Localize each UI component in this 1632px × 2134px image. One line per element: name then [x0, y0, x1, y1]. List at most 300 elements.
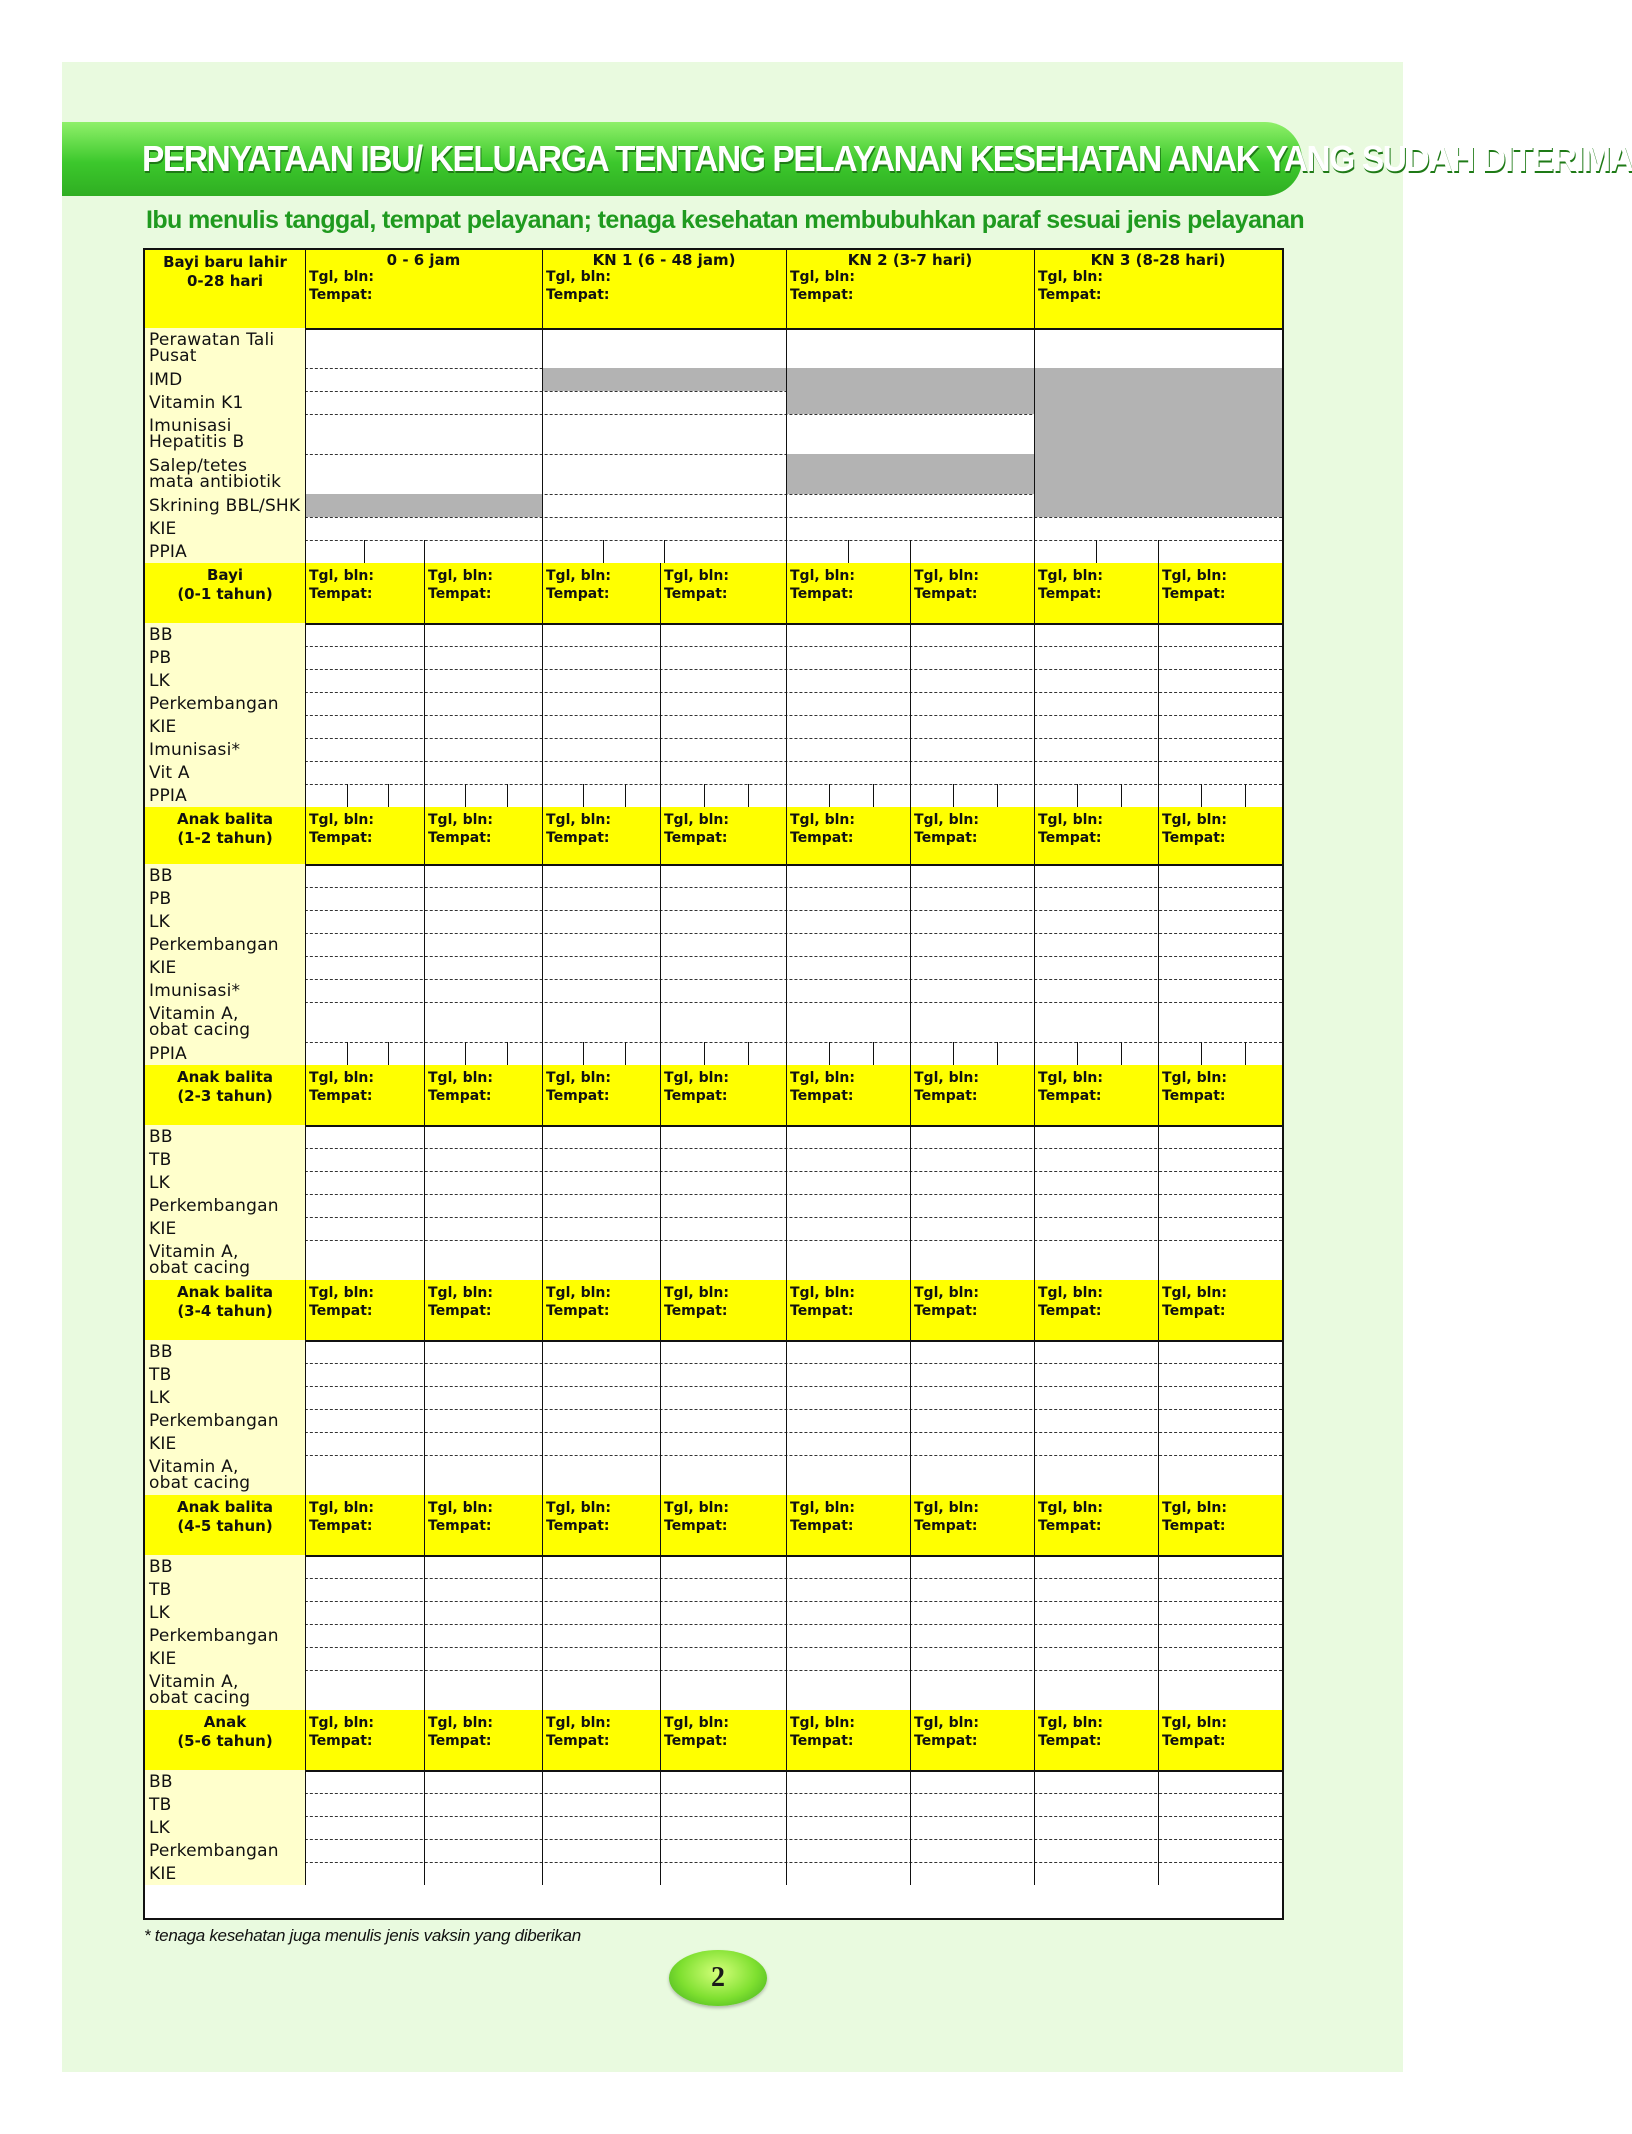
- paraf-cell[interactable]: [786, 1839, 910, 1862]
- paraf-cell[interactable]: [1034, 1770, 1158, 1793]
- paraf-cell[interactable]: [1158, 979, 1282, 1002]
- paraf-cell[interactable]: [660, 1816, 786, 1839]
- paraf-cell[interactable]: [910, 623, 1034, 646]
- visit-header-cell[interactable]: [424, 807, 542, 864]
- paraf-cell[interactable]: [910, 1770, 1034, 1793]
- paraf-cell[interactable]: [660, 1194, 786, 1217]
- paraf-cell[interactable]: [542, 910, 660, 933]
- paraf-cell[interactable]: [1034, 1002, 1158, 1042]
- paraf-cell[interactable]: [660, 1601, 786, 1624]
- paraf-cell[interactable]: [786, 956, 910, 979]
- paraf-cell[interactable]: [786, 692, 910, 715]
- paraf-cell[interactable]: [786, 784, 910, 807]
- paraf-cell[interactable]: [424, 784, 542, 807]
- paraf-cell[interactable]: [424, 692, 542, 715]
- paraf-cell[interactable]: [786, 1409, 910, 1432]
- visit-header-cell[interactable]: [305, 1065, 424, 1125]
- paraf-cell[interactable]: [424, 979, 542, 1002]
- paraf-cell[interactable]: [1158, 956, 1282, 979]
- visit-header-cell[interactable]: [660, 563, 786, 623]
- paraf-cell[interactable]: [424, 864, 542, 887]
- paraf-cell[interactable]: [542, 761, 660, 784]
- paraf-cell[interactable]: [1034, 738, 1158, 761]
- paraf-cell[interactable]: [786, 623, 910, 646]
- paraf-cell[interactable]: [305, 454, 542, 494]
- paraf-cell[interactable]: [424, 1148, 542, 1171]
- paraf-cell[interactable]: [542, 887, 660, 910]
- paraf-cell[interactable]: [1034, 1647, 1158, 1670]
- paraf-cell[interactable]: [660, 1578, 786, 1601]
- paraf-cell[interactable]: [910, 1839, 1034, 1862]
- paraf-cell[interactable]: [542, 1148, 660, 1171]
- paraf-cell[interactable]: [305, 328, 542, 368]
- paraf-cell[interactable]: [1034, 1578, 1158, 1601]
- paraf-cell[interactable]: [1034, 784, 1158, 807]
- paraf-cell[interactable]: [305, 1555, 424, 1578]
- paraf-cell[interactable]: [910, 669, 1034, 692]
- paraf-cell[interactable]: [1034, 1363, 1158, 1386]
- paraf-cell[interactable]: [1034, 1670, 1158, 1710]
- paraf-cell[interactable]: [786, 1125, 910, 1148]
- paraf-cell[interactable]: [542, 1432, 660, 1455]
- paraf-cell[interactable]: [1158, 1670, 1282, 1710]
- paraf-cell[interactable]: [542, 1240, 660, 1280]
- paraf-cell[interactable]: [305, 391, 542, 414]
- paraf-cell[interactable]: [1158, 784, 1282, 807]
- paraf-cell[interactable]: [1158, 1194, 1282, 1217]
- visit-header-cell[interactable]: [910, 807, 1034, 864]
- paraf-cell[interactable]: [542, 784, 660, 807]
- paraf-cell[interactable]: [542, 1816, 660, 1839]
- paraf-cell[interactable]: [542, 454, 786, 494]
- paraf-cell[interactable]: [542, 956, 660, 979]
- paraf-cell[interactable]: [305, 1240, 424, 1280]
- paraf-cell[interactable]: [1034, 1171, 1158, 1194]
- paraf-cell[interactable]: [542, 1770, 660, 1793]
- paraf-cell[interactable]: [910, 956, 1034, 979]
- paraf-cell[interactable]: [1034, 1125, 1158, 1148]
- visit-header-cell[interactable]: [424, 1280, 542, 1340]
- visit-header-cell[interactable]: [542, 250, 786, 328]
- visit-header-cell[interactable]: [1158, 563, 1282, 623]
- paraf-cell[interactable]: [1034, 933, 1158, 956]
- paraf-cell[interactable]: [424, 910, 542, 933]
- paraf-cell[interactable]: [305, 669, 424, 692]
- paraf-cell[interactable]: [660, 761, 786, 784]
- paraf-cell[interactable]: [786, 1386, 910, 1409]
- paraf-cell[interactable]: [542, 517, 786, 540]
- paraf-cell[interactable]: [910, 1340, 1034, 1363]
- paraf-cell[interactable]: [1158, 1455, 1282, 1495]
- visit-header-cell[interactable]: [910, 1065, 1034, 1125]
- paraf-cell[interactable]: [542, 1386, 660, 1409]
- paraf-cell[interactable]: [305, 956, 424, 979]
- paraf-cell[interactable]: [424, 1862, 542, 1885]
- paraf-cell[interactable]: [1158, 1624, 1282, 1647]
- paraf-cell[interactable]: [786, 1578, 910, 1601]
- paraf-cell[interactable]: [305, 1002, 424, 1042]
- paraf-cell[interactable]: [1158, 1839, 1282, 1862]
- visit-header-cell[interactable]: [1158, 807, 1282, 864]
- paraf-cell[interactable]: [542, 623, 660, 646]
- paraf-cell[interactable]: [786, 1647, 910, 1670]
- visit-header-cell[interactable]: [542, 563, 660, 623]
- paraf-cell[interactable]: [542, 1340, 660, 1363]
- visit-header-cell[interactable]: [786, 1065, 910, 1125]
- paraf-cell[interactable]: [305, 910, 424, 933]
- paraf-cell[interactable]: [1158, 1432, 1282, 1455]
- paraf-cell[interactable]: [305, 517, 542, 540]
- paraf-cell[interactable]: [1158, 1340, 1282, 1363]
- paraf-cell[interactable]: [424, 887, 542, 910]
- paraf-cell[interactable]: [660, 910, 786, 933]
- paraf-cell[interactable]: [424, 956, 542, 979]
- visit-header-cell[interactable]: [1158, 1280, 1282, 1340]
- paraf-cell[interactable]: [1034, 1409, 1158, 1432]
- paraf-cell[interactable]: [305, 1194, 424, 1217]
- paraf-cell[interactable]: [660, 956, 786, 979]
- visit-header-cell[interactable]: [424, 1710, 542, 1770]
- paraf-cell[interactable]: [542, 328, 786, 368]
- paraf-cell[interactable]: [786, 1670, 910, 1710]
- paraf-cell[interactable]: [910, 1002, 1034, 1042]
- visit-header-cell[interactable]: [305, 250, 542, 328]
- paraf-cell[interactable]: [1158, 1578, 1282, 1601]
- paraf-cell[interactable]: [1158, 1363, 1282, 1386]
- paraf-cell[interactable]: [424, 1386, 542, 1409]
- paraf-cell[interactable]: [786, 1002, 910, 1042]
- paraf-cell[interactable]: [305, 1601, 424, 1624]
- paraf-cell[interactable]: [424, 623, 542, 646]
- paraf-cell[interactable]: [542, 1363, 660, 1386]
- paraf-cell[interactable]: [305, 692, 424, 715]
- paraf-cell[interactable]: [660, 1409, 786, 1432]
- paraf-cell[interactable]: [305, 368, 542, 391]
- paraf-cell[interactable]: [910, 1432, 1034, 1455]
- paraf-cell[interactable]: [786, 979, 910, 1002]
- paraf-cell[interactable]: [786, 494, 1034, 517]
- paraf-cell[interactable]: [424, 1578, 542, 1601]
- paraf-cell[interactable]: [1034, 1862, 1158, 1885]
- paraf-cell[interactable]: [660, 1125, 786, 1148]
- paraf-cell[interactable]: [786, 517, 1034, 540]
- paraf-cell[interactable]: [910, 1042, 1034, 1065]
- visit-header-cell[interactable]: [424, 563, 542, 623]
- paraf-cell[interactable]: [424, 1816, 542, 1839]
- visit-header-cell[interactable]: [305, 1710, 424, 1770]
- paraf-cell[interactable]: [542, 646, 660, 669]
- paraf-cell[interactable]: [660, 646, 786, 669]
- paraf-cell[interactable]: [1158, 1862, 1282, 1885]
- paraf-cell[interactable]: [660, 669, 786, 692]
- paraf-cell[interactable]: [542, 1409, 660, 1432]
- paraf-cell[interactable]: [424, 1125, 542, 1148]
- paraf-cell[interactable]: [305, 1670, 424, 1710]
- paraf-cell[interactable]: [910, 1555, 1034, 1578]
- paraf-cell[interactable]: [1158, 1816, 1282, 1839]
- visit-header-cell[interactable]: [1158, 1065, 1282, 1125]
- paraf-cell[interactable]: [786, 1601, 910, 1624]
- paraf-cell[interactable]: [305, 623, 424, 646]
- paraf-cell[interactable]: [910, 1670, 1034, 1710]
- paraf-cell[interactable]: [1158, 1409, 1282, 1432]
- paraf-cell[interactable]: [660, 623, 786, 646]
- paraf-cell[interactable]: [910, 1217, 1034, 1240]
- paraf-cell[interactable]: [786, 1042, 910, 1065]
- visit-header-cell[interactable]: [786, 250, 1034, 328]
- paraf-cell[interactable]: [1034, 1217, 1158, 1240]
- paraf-cell[interactable]: [910, 864, 1034, 887]
- visit-header-cell[interactable]: [786, 1280, 910, 1340]
- visit-header-cell[interactable]: [660, 1065, 786, 1125]
- paraf-cell[interactable]: [1034, 1793, 1158, 1816]
- paraf-cell[interactable]: [305, 1862, 424, 1885]
- paraf-cell[interactable]: [660, 1217, 786, 1240]
- paraf-cell[interactable]: [660, 1042, 786, 1065]
- visit-header-cell[interactable]: [424, 1065, 542, 1125]
- paraf-cell[interactable]: [305, 933, 424, 956]
- paraf-cell[interactable]: [1034, 715, 1158, 738]
- paraf-cell[interactable]: [660, 1240, 786, 1280]
- paraf-cell[interactable]: [542, 1670, 660, 1710]
- visit-header-cell[interactable]: [1034, 1065, 1158, 1125]
- paraf-cell[interactable]: [786, 1555, 910, 1578]
- paraf-cell[interactable]: [660, 1647, 786, 1670]
- paraf-cell[interactable]: [786, 887, 910, 910]
- visit-header-cell[interactable]: [1158, 1495, 1282, 1555]
- paraf-cell[interactable]: [1158, 1601, 1282, 1624]
- paraf-cell[interactable]: [305, 1042, 424, 1065]
- paraf-cell[interactable]: [424, 1601, 542, 1624]
- paraf-cell[interactable]: [910, 1455, 1034, 1495]
- paraf-cell[interactable]: [424, 669, 542, 692]
- paraf-cell[interactable]: [1158, 692, 1282, 715]
- paraf-cell[interactable]: [786, 1340, 910, 1363]
- paraf-cell[interactable]: [786, 328, 1034, 368]
- paraf-cell[interactable]: [1034, 328, 1282, 368]
- paraf-cell[interactable]: [910, 1578, 1034, 1601]
- paraf-cell[interactable]: [305, 1386, 424, 1409]
- paraf-cell[interactable]: [660, 784, 786, 807]
- visit-header-cell[interactable]: [1034, 1495, 1158, 1555]
- paraf-cell[interactable]: [1034, 1839, 1158, 1862]
- visit-header-cell[interactable]: [660, 1495, 786, 1555]
- paraf-cell[interactable]: [424, 1624, 542, 1647]
- paraf-cell[interactable]: [1034, 1624, 1158, 1647]
- paraf-cell[interactable]: [305, 864, 424, 887]
- paraf-cell[interactable]: [542, 1862, 660, 1885]
- paraf-cell[interactable]: [1034, 1386, 1158, 1409]
- paraf-cell[interactable]: [910, 887, 1034, 910]
- paraf-cell[interactable]: [424, 1217, 542, 1240]
- paraf-cell[interactable]: [424, 646, 542, 669]
- paraf-cell[interactable]: [1034, 1816, 1158, 1839]
- paraf-cell[interactable]: [1034, 1432, 1158, 1455]
- paraf-cell[interactable]: [1034, 1148, 1158, 1171]
- paraf-cell[interactable]: [1158, 1793, 1282, 1816]
- visit-header-cell[interactable]: [305, 1495, 424, 1555]
- paraf-cell[interactable]: [1034, 1042, 1158, 1065]
- paraf-cell[interactable]: [305, 738, 424, 761]
- paraf-cell[interactable]: [1158, 623, 1282, 646]
- paraf-cell[interactable]: [424, 1793, 542, 1816]
- paraf-cell[interactable]: [424, 1171, 542, 1194]
- paraf-cell[interactable]: [786, 761, 910, 784]
- visit-header-cell[interactable]: [305, 1280, 424, 1340]
- paraf-cell[interactable]: [424, 1002, 542, 1042]
- paraf-cell[interactable]: [1158, 761, 1282, 784]
- paraf-cell[interactable]: [786, 669, 910, 692]
- paraf-cell[interactable]: [542, 1647, 660, 1670]
- paraf-cell[interactable]: [305, 1363, 424, 1386]
- paraf-cell[interactable]: [542, 979, 660, 1002]
- paraf-cell[interactable]: [1158, 1042, 1282, 1065]
- paraf-cell[interactable]: [786, 1432, 910, 1455]
- visit-header-cell[interactable]: [542, 1065, 660, 1125]
- paraf-cell[interactable]: [910, 715, 1034, 738]
- visit-header-cell[interactable]: [305, 807, 424, 864]
- paraf-cell[interactable]: [1158, 1002, 1282, 1042]
- paraf-cell[interactable]: [910, 1148, 1034, 1171]
- paraf-cell[interactable]: [424, 715, 542, 738]
- paraf-cell[interactable]: [786, 1624, 910, 1647]
- paraf-cell[interactable]: [786, 1171, 910, 1194]
- paraf-cell[interactable]: [542, 1555, 660, 1578]
- paraf-cell[interactable]: [910, 1601, 1034, 1624]
- paraf-cell[interactable]: [1034, 864, 1158, 887]
- paraf-cell[interactable]: [542, 494, 786, 517]
- paraf-cell[interactable]: [660, 887, 786, 910]
- visit-header-cell[interactable]: [660, 1280, 786, 1340]
- paraf-cell[interactable]: [424, 1770, 542, 1793]
- paraf-cell[interactable]: [786, 1363, 910, 1386]
- paraf-cell[interactable]: [1158, 1770, 1282, 1793]
- paraf-cell[interactable]: [786, 715, 910, 738]
- paraf-cell[interactable]: [424, 1555, 542, 1578]
- paraf-cell[interactable]: [660, 715, 786, 738]
- paraf-cell[interactable]: [305, 1125, 424, 1148]
- paraf-cell[interactable]: [424, 761, 542, 784]
- paraf-cell[interactable]: [542, 1042, 660, 1065]
- paraf-cell[interactable]: [305, 1432, 424, 1455]
- paraf-cell[interactable]: [1034, 1455, 1158, 1495]
- visit-header-cell[interactable]: [1034, 1710, 1158, 1770]
- paraf-cell[interactable]: [1158, 1217, 1282, 1240]
- paraf-cell[interactable]: [786, 933, 910, 956]
- paraf-cell[interactable]: [910, 1171, 1034, 1194]
- visit-header-cell[interactable]: [910, 563, 1034, 623]
- paraf-cell[interactable]: [660, 1862, 786, 1885]
- paraf-cell[interactable]: [660, 1624, 786, 1647]
- paraf-cell[interactable]: [305, 1839, 424, 1862]
- paraf-cell[interactable]: [786, 414, 1034, 454]
- paraf-cell[interactable]: [542, 1839, 660, 1862]
- paraf-cell[interactable]: [542, 692, 660, 715]
- paraf-cell[interactable]: [1034, 517, 1282, 540]
- paraf-cell[interactable]: [786, 910, 910, 933]
- paraf-cell[interactable]: [910, 1862, 1034, 1885]
- paraf-cell[interactable]: [910, 738, 1034, 761]
- paraf-cell[interactable]: [786, 1816, 910, 1839]
- paraf-cell[interactable]: [660, 692, 786, 715]
- paraf-cell[interactable]: [1158, 715, 1282, 738]
- paraf-cell[interactable]: [910, 646, 1034, 669]
- paraf-cell[interactable]: [910, 1624, 1034, 1647]
- visit-header-cell[interactable]: [1034, 563, 1158, 623]
- paraf-cell[interactable]: [1034, 646, 1158, 669]
- visit-header-cell[interactable]: [305, 563, 424, 623]
- paraf-cell[interactable]: [542, 738, 660, 761]
- paraf-cell[interactable]: [305, 1578, 424, 1601]
- paraf-cell[interactable]: [660, 933, 786, 956]
- paraf-cell[interactable]: [424, 1340, 542, 1363]
- paraf-cell[interactable]: [305, 1770, 424, 1793]
- paraf-cell[interactable]: [910, 692, 1034, 715]
- visit-header-cell[interactable]: [424, 1495, 542, 1555]
- paraf-cell[interactable]: [305, 1217, 424, 1240]
- visit-header-cell[interactable]: [660, 1710, 786, 1770]
- paraf-cell[interactable]: [1034, 887, 1158, 910]
- paraf-cell[interactable]: [305, 761, 424, 784]
- paraf-cell[interactable]: [1158, 738, 1282, 761]
- paraf-cell[interactable]: [542, 414, 786, 454]
- paraf-cell[interactable]: [305, 1148, 424, 1171]
- paraf-cell[interactable]: [1158, 646, 1282, 669]
- paraf-cell[interactable]: [1034, 1194, 1158, 1217]
- paraf-cell[interactable]: [424, 1670, 542, 1710]
- paraf-cell[interactable]: [910, 1793, 1034, 1816]
- paraf-cell[interactable]: [424, 1042, 542, 1065]
- paraf-cell[interactable]: [542, 1601, 660, 1624]
- paraf-cell[interactable]: [1158, 1386, 1282, 1409]
- paraf-cell[interactable]: [305, 1647, 424, 1670]
- paraf-cell[interactable]: [660, 1340, 786, 1363]
- paraf-cell[interactable]: [1158, 1148, 1282, 1171]
- paraf-cell[interactable]: [542, 1624, 660, 1647]
- paraf-cell[interactable]: [786, 1217, 910, 1240]
- visit-header-cell[interactable]: [660, 807, 786, 864]
- paraf-cell[interactable]: [1158, 933, 1282, 956]
- paraf-cell[interactable]: [660, 1386, 786, 1409]
- paraf-cell[interactable]: [910, 910, 1034, 933]
- paraf-cell[interactable]: [305, 414, 542, 454]
- paraf-cell[interactable]: [660, 1171, 786, 1194]
- visit-header-cell[interactable]: [542, 1710, 660, 1770]
- paraf-cell[interactable]: [542, 1194, 660, 1217]
- paraf-cell[interactable]: [542, 1171, 660, 1194]
- paraf-cell[interactable]: [786, 864, 910, 887]
- paraf-cell[interactable]: [542, 669, 660, 692]
- visit-header-cell[interactable]: [786, 807, 910, 864]
- paraf-cell[interactable]: [305, 715, 424, 738]
- paraf-cell[interactable]: [305, 1171, 424, 1194]
- visit-header-cell[interactable]: [786, 563, 910, 623]
- paraf-cell[interactable]: [1034, 761, 1158, 784]
- paraf-cell[interactable]: [910, 784, 1034, 807]
- visit-header-cell[interactable]: [786, 1495, 910, 1555]
- paraf-cell[interactable]: [660, 1363, 786, 1386]
- paraf-cell[interactable]: [1034, 692, 1158, 715]
- paraf-cell[interactable]: [1034, 1601, 1158, 1624]
- visit-header-cell[interactable]: [1158, 1710, 1282, 1770]
- paraf-cell[interactable]: [786, 1240, 910, 1280]
- visit-header-cell[interactable]: [910, 1710, 1034, 1770]
- paraf-cell[interactable]: [660, 1770, 786, 1793]
- paraf-cell[interactable]: [660, 1455, 786, 1495]
- paraf-cell[interactable]: [424, 738, 542, 761]
- paraf-cell[interactable]: [424, 1432, 542, 1455]
- paraf-cell[interactable]: [424, 1363, 542, 1386]
